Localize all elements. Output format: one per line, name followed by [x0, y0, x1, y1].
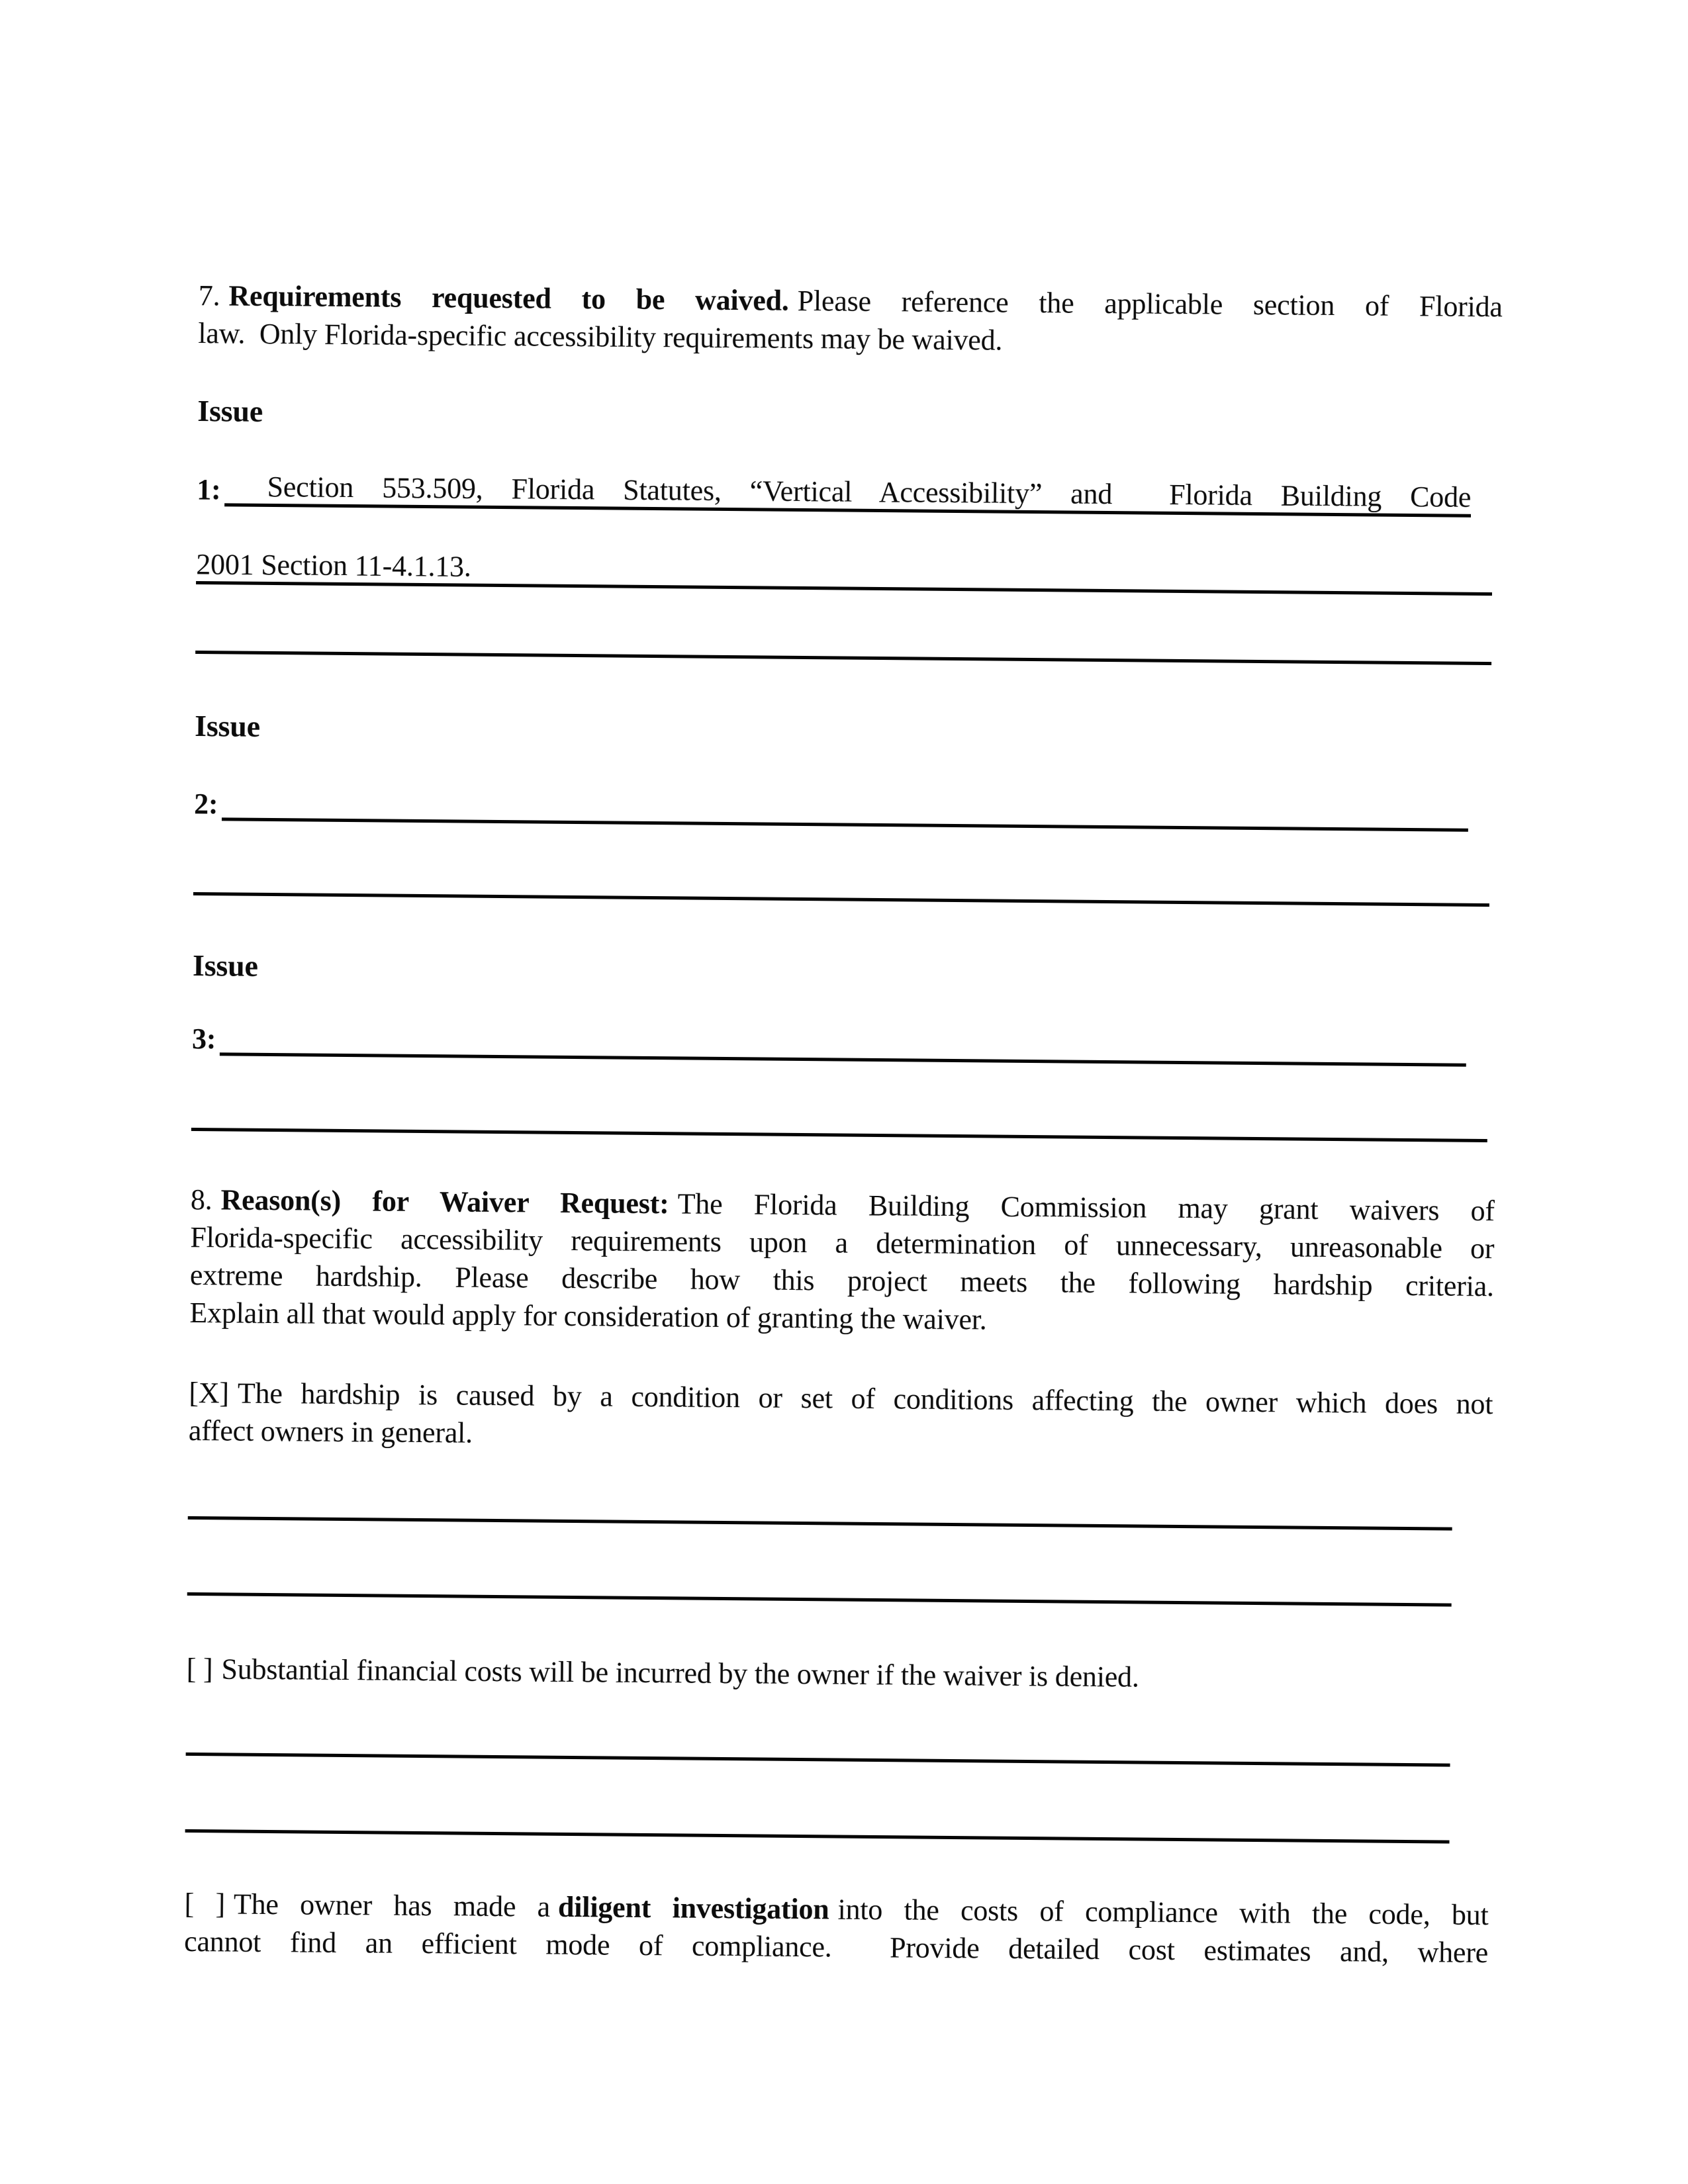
issue-heading-1: Issue — [197, 393, 263, 428]
issue1-row — [197, 470, 1471, 518]
issue1-label: 1: — [197, 473, 221, 506]
section8-line3: extreme hardship. Please describe how this project meets the following hardship criteria. — [189, 1258, 1495, 1303]
criterion-financial-text: Substantial financial costs will be incurred by the owner if the waiver is denied. — [221, 1653, 1139, 1694]
answer-line — [185, 1829, 1450, 1844]
criterion-investigation-bold: diligent investigation — [557, 1890, 829, 1926]
checkbox-unchecked: [ ] — [186, 1652, 213, 1686]
criterion-financial — [186, 1650, 1490, 1699]
answer-line — [195, 651, 1491, 665]
section8-line4: Explain all that would apply for consideration of granting the waiver. — [189, 1296, 987, 1336]
criterion-hardship — [189, 1374, 1493, 1461]
answer-line — [193, 892, 1489, 907]
criterion-investigation-pre: The owner has made a — [233, 1888, 551, 1923]
issue1-value-line2: 2001 Section 11-4.1.13. — [196, 548, 1492, 596]
issue2-answer-field — [222, 784, 1468, 831]
section8-number: 8. — [190, 1183, 212, 1216]
issue3-answer-field — [220, 1019, 1466, 1066]
answer-line — [186, 1752, 1450, 1767]
checkbox-checked: [X] — [189, 1376, 230, 1410]
issue1-answer-field — [224, 470, 1471, 517]
issue2-row — [194, 784, 1468, 832]
section8-line1-text: The Florida Building Commission may grant waivers of — [677, 1187, 1495, 1228]
criterion-hardship-text1: The hardship is caused by a condition or set of conditions affecting the owner which does not — [237, 1377, 1493, 1421]
section8-paragraph — [189, 1181, 1495, 1343]
criterion-financial-line — [186, 1650, 1490, 1699]
section7-line2: law. Only Florida-specific accessibility requirements may be waived. — [198, 316, 1003, 357]
section7-paragraph — [198, 277, 1503, 363]
checkbox-unchecked: [ ] — [184, 1887, 226, 1921]
issue-heading-2: Issue — [194, 708, 261, 743]
issue3-label: 3: — [191, 1022, 216, 1056]
section7-title: Requirements requested to be waived. — [228, 279, 789, 317]
issue2-label: 2: — [193, 787, 218, 821]
criterion-investigation — [184, 1885, 1489, 1972]
answer-line — [187, 1592, 1452, 1607]
criterion-investigation-text1: into the costs of compliance with the code, but — [837, 1893, 1489, 1932]
issue-heading-3: Issue — [192, 948, 258, 983]
section7-line1-text: Please reference the applicable section of Florida — [797, 284, 1503, 324]
answer-line — [191, 1128, 1487, 1142]
section7-number: 7. — [198, 279, 220, 312]
issue1-value-line1: Section 553.509, Florida Statutes, “Vertical Accessibility” and Florida Building Code — [267, 470, 1472, 514]
criterion-investigation-line2: cannot find an efficient mode of compliance. Provide detailed cost estimates and, where — [183, 1925, 1489, 1970]
answer-line — [188, 1516, 1452, 1531]
section8-line2: Florida-specific accessibility requirements upon a determination of unnecessary, unreasonable or — [190, 1220, 1495, 1265]
issue3-row — [192, 1019, 1466, 1067]
criterion-hardship-line2: affect owners in general. — [188, 1414, 473, 1449]
section8-title: Reason(s) for Waiver Request: — [220, 1183, 669, 1220]
